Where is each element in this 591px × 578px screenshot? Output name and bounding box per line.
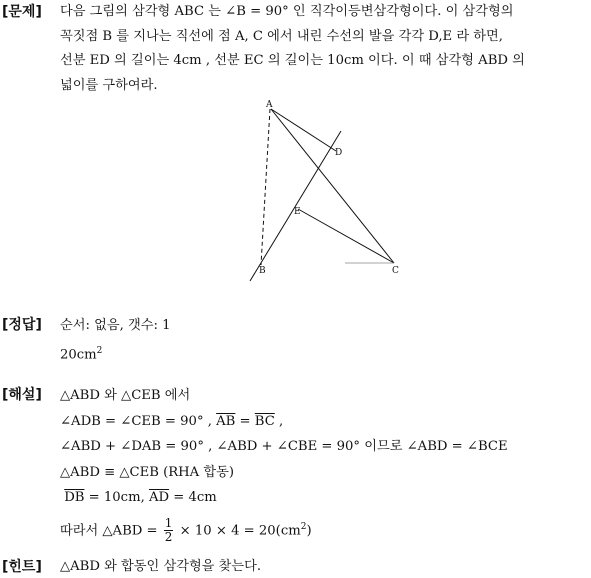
- solution-l5-post: = 4cm: [169, 490, 217, 505]
- solution-l5-mid: = 10cm,: [84, 490, 149, 505]
- solution-l6-post: × 10 × 4 = 20(cm: [175, 522, 301, 538]
- answer-value-exp: 2: [96, 345, 103, 356]
- fraction-denominator: 2: [164, 529, 173, 544]
- segment-ad-label: $\overline{AD}$: [148, 490, 170, 505]
- line-through-b: [250, 131, 341, 281]
- hint-tag: [힌트]: [2, 559, 42, 575]
- solution-line-2: [60, 409, 587, 435]
- problem-line: 다음 그림의 삼각형 ABC 는 ∠B = 90° 인 직각이등변삼각형이다. 이 삼각형의: [60, 4, 514, 19]
- fraction-half: [164, 517, 174, 544]
- problem-text: [60, 0, 587, 98]
- label-b: B: [259, 266, 266, 276]
- solution-line-5: [60, 485, 587, 511]
- segment-ad: [271, 109, 336, 151]
- label-e: E: [294, 207, 301, 217]
- fraction-numerator: 1: [164, 515, 173, 530]
- answer-line: 순서: 없음, 갯수: 1: [60, 318, 171, 333]
- solution-body: [60, 383, 587, 543]
- solution-l6-close: ): [306, 522, 312, 538]
- answer-value: [60, 339, 587, 365]
- label-c: C: [392, 266, 399, 276]
- answer-value-text: 20cm: [60, 346, 97, 362]
- solution-line-3: ∠ABD + ∠DAB = 90° , ∠ABD + ∠CBE = 90° 이므로 ∠ABD = ∠BCE: [60, 439, 508, 454]
- segment-bc-label: $\overline{BC}$: [254, 413, 275, 429]
- segment-db-label: $\overline{DB}$: [64, 490, 85, 505]
- label-a: A: [266, 100, 273, 110]
- triangle-figure: [244, 97, 414, 282]
- solution-line-1: △ABD 와 △CEB 에서: [60, 388, 191, 403]
- segment-ac: [271, 109, 394, 263]
- label-d: D: [335, 148, 343, 158]
- solution-l2-post: ,: [274, 413, 284, 429]
- problem-line: 꼭짓점 B 를 지나는 직선에 점 A, C 에서 내린 수선의 발을 각각 D,E 라 하면,: [60, 28, 503, 44]
- hint-text: △ABD 와 합동인 삼각형을 찾는다.: [60, 559, 262, 574]
- solution-l6-exp: 2: [300, 521, 307, 532]
- segment-ab-label: $\overline{AB}$: [216, 413, 236, 429]
- solution-l6-pre: 따라서 △ABD =: [60, 522, 162, 538]
- problem-line: 선분 ED 의 길이는 4cm , 선분 EC 의 길이는 10cm 이다. 이 때 삼각형 ABD 의: [60, 53, 525, 68]
- solution-l2-pre: ∠ADB = ∠CEB = 90° ,: [60, 413, 217, 429]
- solution-line-6: [60, 511, 587, 543]
- problem-line: 넓이를 구하여라.: [60, 77, 158, 93]
- problem-tag: [문제]: [2, 4, 42, 20]
- equals: =: [235, 413, 255, 429]
- segment-ec: [298, 209, 394, 263]
- solution-tag: [해설]: [2, 387, 42, 403]
- solution-line-4: △ABD ≡ △CEB (RHA 합동): [60, 464, 235, 480]
- answer-body: [60, 313, 587, 364]
- segment-ab-dashed: [261, 109, 270, 265]
- answer-tag: [정답]: [2, 317, 42, 333]
